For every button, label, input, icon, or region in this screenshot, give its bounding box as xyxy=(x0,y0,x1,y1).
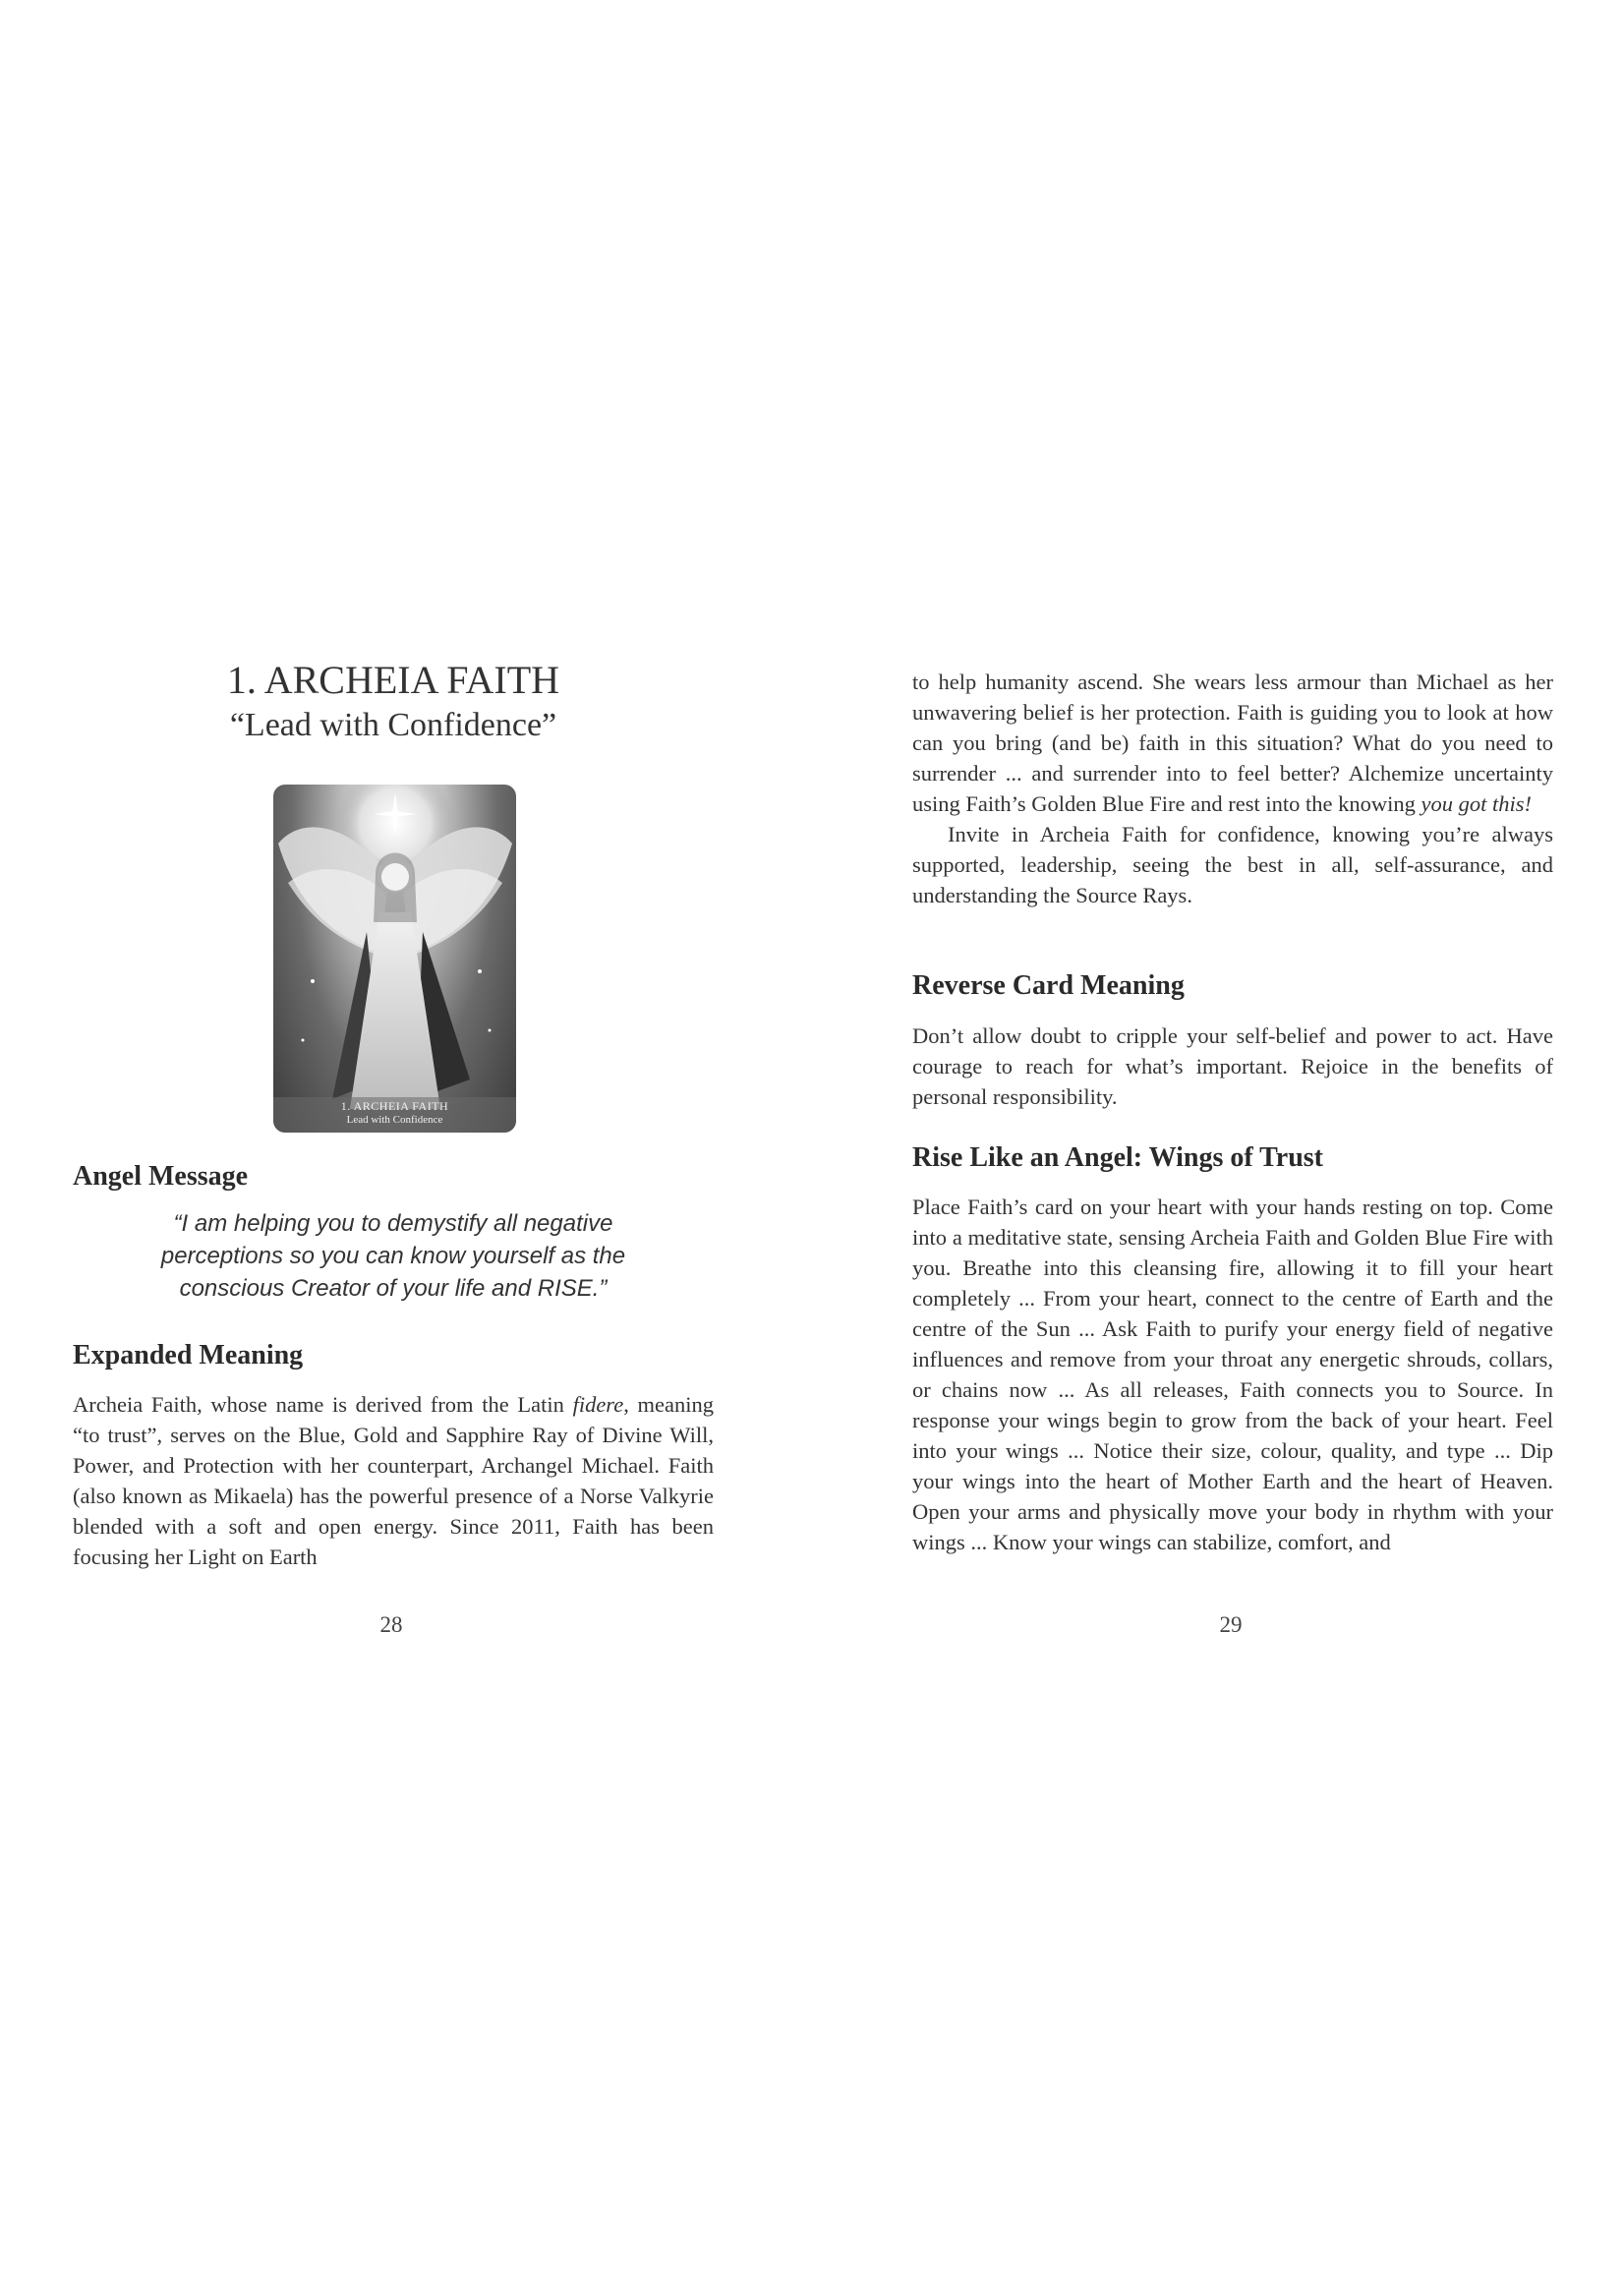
invite-paragraph: Invite in Archeia Faith for confidence, knowing you’re always supported, leadership, seeing the best in all, self-assurance, and understanding the Source Rays. xyxy=(912,822,1553,907)
page-number-right: 29 xyxy=(1219,1612,1243,1637)
expanded-meaning-heading: Expanded Meaning xyxy=(73,1340,304,1370)
page-number-left: 28 xyxy=(379,1612,403,1637)
continued-text xyxy=(912,667,1553,910)
chapter-title: 1. ARCHEIA FAITH xyxy=(226,658,560,702)
rise-like-an-angel-text xyxy=(912,1192,1553,1557)
reverse-card-meaning-paragraph: Don’t allow doubt to cripple your self-belief and power to act. Have courage to reach for what’s important. Rejoice in the benefits of personal responsibility. xyxy=(912,1023,1553,1109)
latin-word: fidere xyxy=(572,1392,624,1417)
card-caption-subtitle: Lead with Confidence xyxy=(346,1114,443,1126)
continued-italic: you got this! xyxy=(1421,791,1532,816)
rise-like-an-angel-heading: Rise Like an Angel: Wings of Trust xyxy=(912,1142,1324,1173)
right-page xyxy=(812,0,1624,2274)
expanded-meaning-text-part2: , meaning “to trust”, serves on the Blue, Gold and Sapphire Ray of Divine Will, Power, and Protection with her counterpart, Archangel Michael. Faith (also known as Mikaela) has the powerful presence of a Norse Valkyrie blended with a soft and open energy. Since 2011, Faith has been focusing her Light on Earth xyxy=(73,1392,714,1569)
card-caption xyxy=(273,1099,516,1127)
angel-illustration xyxy=(273,785,516,1133)
expanded-meaning-text-part1: Archeia Faith, whose name is derived from the Latin xyxy=(73,1392,573,1417)
reverse-card-meaning-text xyxy=(912,1020,1553,1112)
angel-message-quote: “I am helping you to demystify all negative perceptions so you can know yourself as the conscious Creator of your life and RISE.” xyxy=(160,1210,626,1302)
expanded-meaning-text xyxy=(73,1389,714,1572)
chapter-subtitle: “Lead with Confidence” xyxy=(229,707,557,743)
continued-paragraph: to help humanity ascend. She wears less armour than Michael as her unwavering belief is her protection. Faith is guiding you to look at how can you bring (and be) faith in this situation? What do you need to surrender ... and surrender into to feel better? Alchemize uncertainty using Faith’s Golden Blue Fire and rest into the knowing xyxy=(912,670,1553,816)
reverse-card-meaning-heading: Reverse Card Meaning xyxy=(912,970,1185,1001)
rise-like-an-angel-paragraph: Place Faith’s card on your heart with your hands resting on top. Come into a meditative state, sensing Archeia Faith and Golden Blue Fire with you. Breathe into this cleansing fire, allowing it to fill your heart completely ... From your heart, connect to the centre of Earth and the centre of the Sun ... Ask Faith to purify your energy field of negative influences and remove from your throat any energetic shrouds, collars, or chains now ... As all releases, Faith connects you to Source. In response your wings begin to grow from the back of your heart. Feel into your wings ... Notice their size, colour, quality, and type ... Dip your wings into the heart of Mother Earth and the heart of Heaven. Open your arms and physically move your body in rhythm with your wings ... Know your wings can stabilize, comfort, and xyxy=(912,1195,1553,1554)
archeia-faith-card-image xyxy=(273,785,516,1133)
angel-message-heading: Angel Message xyxy=(73,1161,249,1192)
card-caption-title: 1. ARCHEIA FAITH xyxy=(340,1099,449,1113)
